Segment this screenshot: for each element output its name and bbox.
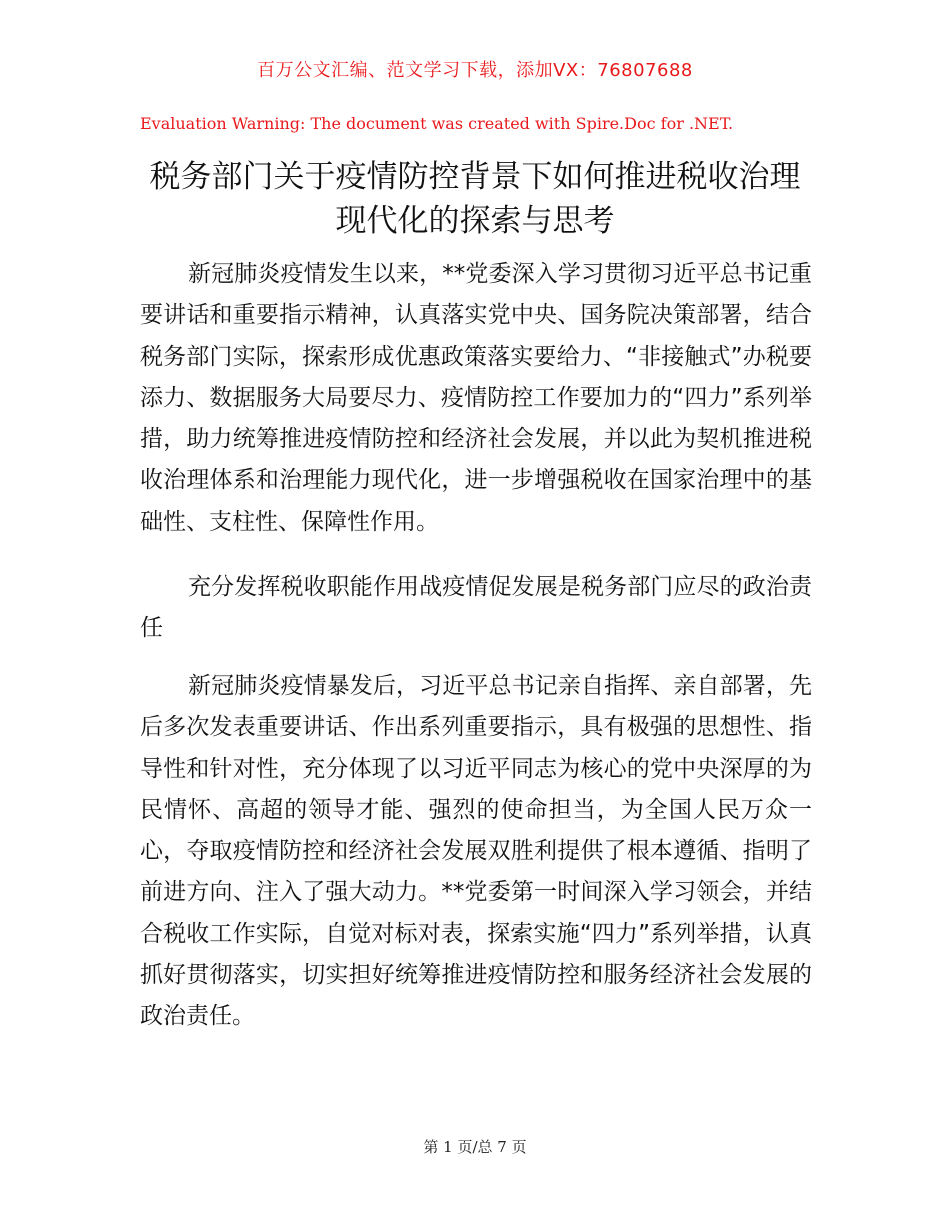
section-heading: 充分发挥税收职能作用战疫情促发展是税务部门应尽的政治责任	[140, 574, 812, 642]
document-title: 税务部门关于疫情防控背景下如何推进税收治理现代化的探索与思考	[149, 159, 801, 239]
body-paragraph: 新冠肺炎疫情暴发后，习近平总书记亲自指挥、亲自部署，先后多次发表重要讲话、作出系列重要指示，具有极强的思想性、指导性和针对性，充分体现了以习近平同志为核心的党中央深厚的为民情怀、高超的领导才能、强烈的使命担当，为全国人民万众一心，夺取疫情防控和经济社会发展双胜利提供了根本遵循、指明了前进方向、注入了强大动力。**党委第一时间深入学习领会，并结合税收工作实际，自觉对标对表，探索实施“四力”系列举措，认真抓好贯彻落实，切实担好统筹推进疫情防控和服务经济社会发展的政治责任。	[140, 673, 812, 1030]
body-paragraph: 新冠肺炎疫情发生以来，**党委深入学习贯彻习近平总书记重要讲话和重要指示精神，认真落实党中央、国务院决策部署，结合税务部门实际，探索形成优惠政策落实要给力、“非接触式”办税要添力、数据服务大局要尽力、疫情防控工作要加力的“四力”系列举措，助力统筹推进疫情防控和经济社会发展，并以此为契机推进税收治理体系和治理能力现代化，进一步增强税收在国家治理中的基础性、支柱性、保障性作用。	[140, 261, 812, 535]
header-banner: 百万公文汇编、范文学习下载，添加VX：76807688	[257, 60, 693, 81]
page-number: 第 1 页/总 7 页	[423, 1138, 527, 1156]
evaluation-warning: Evaluation Warning: The document was created with Spire.Doc for .NET.	[140, 114, 734, 133]
